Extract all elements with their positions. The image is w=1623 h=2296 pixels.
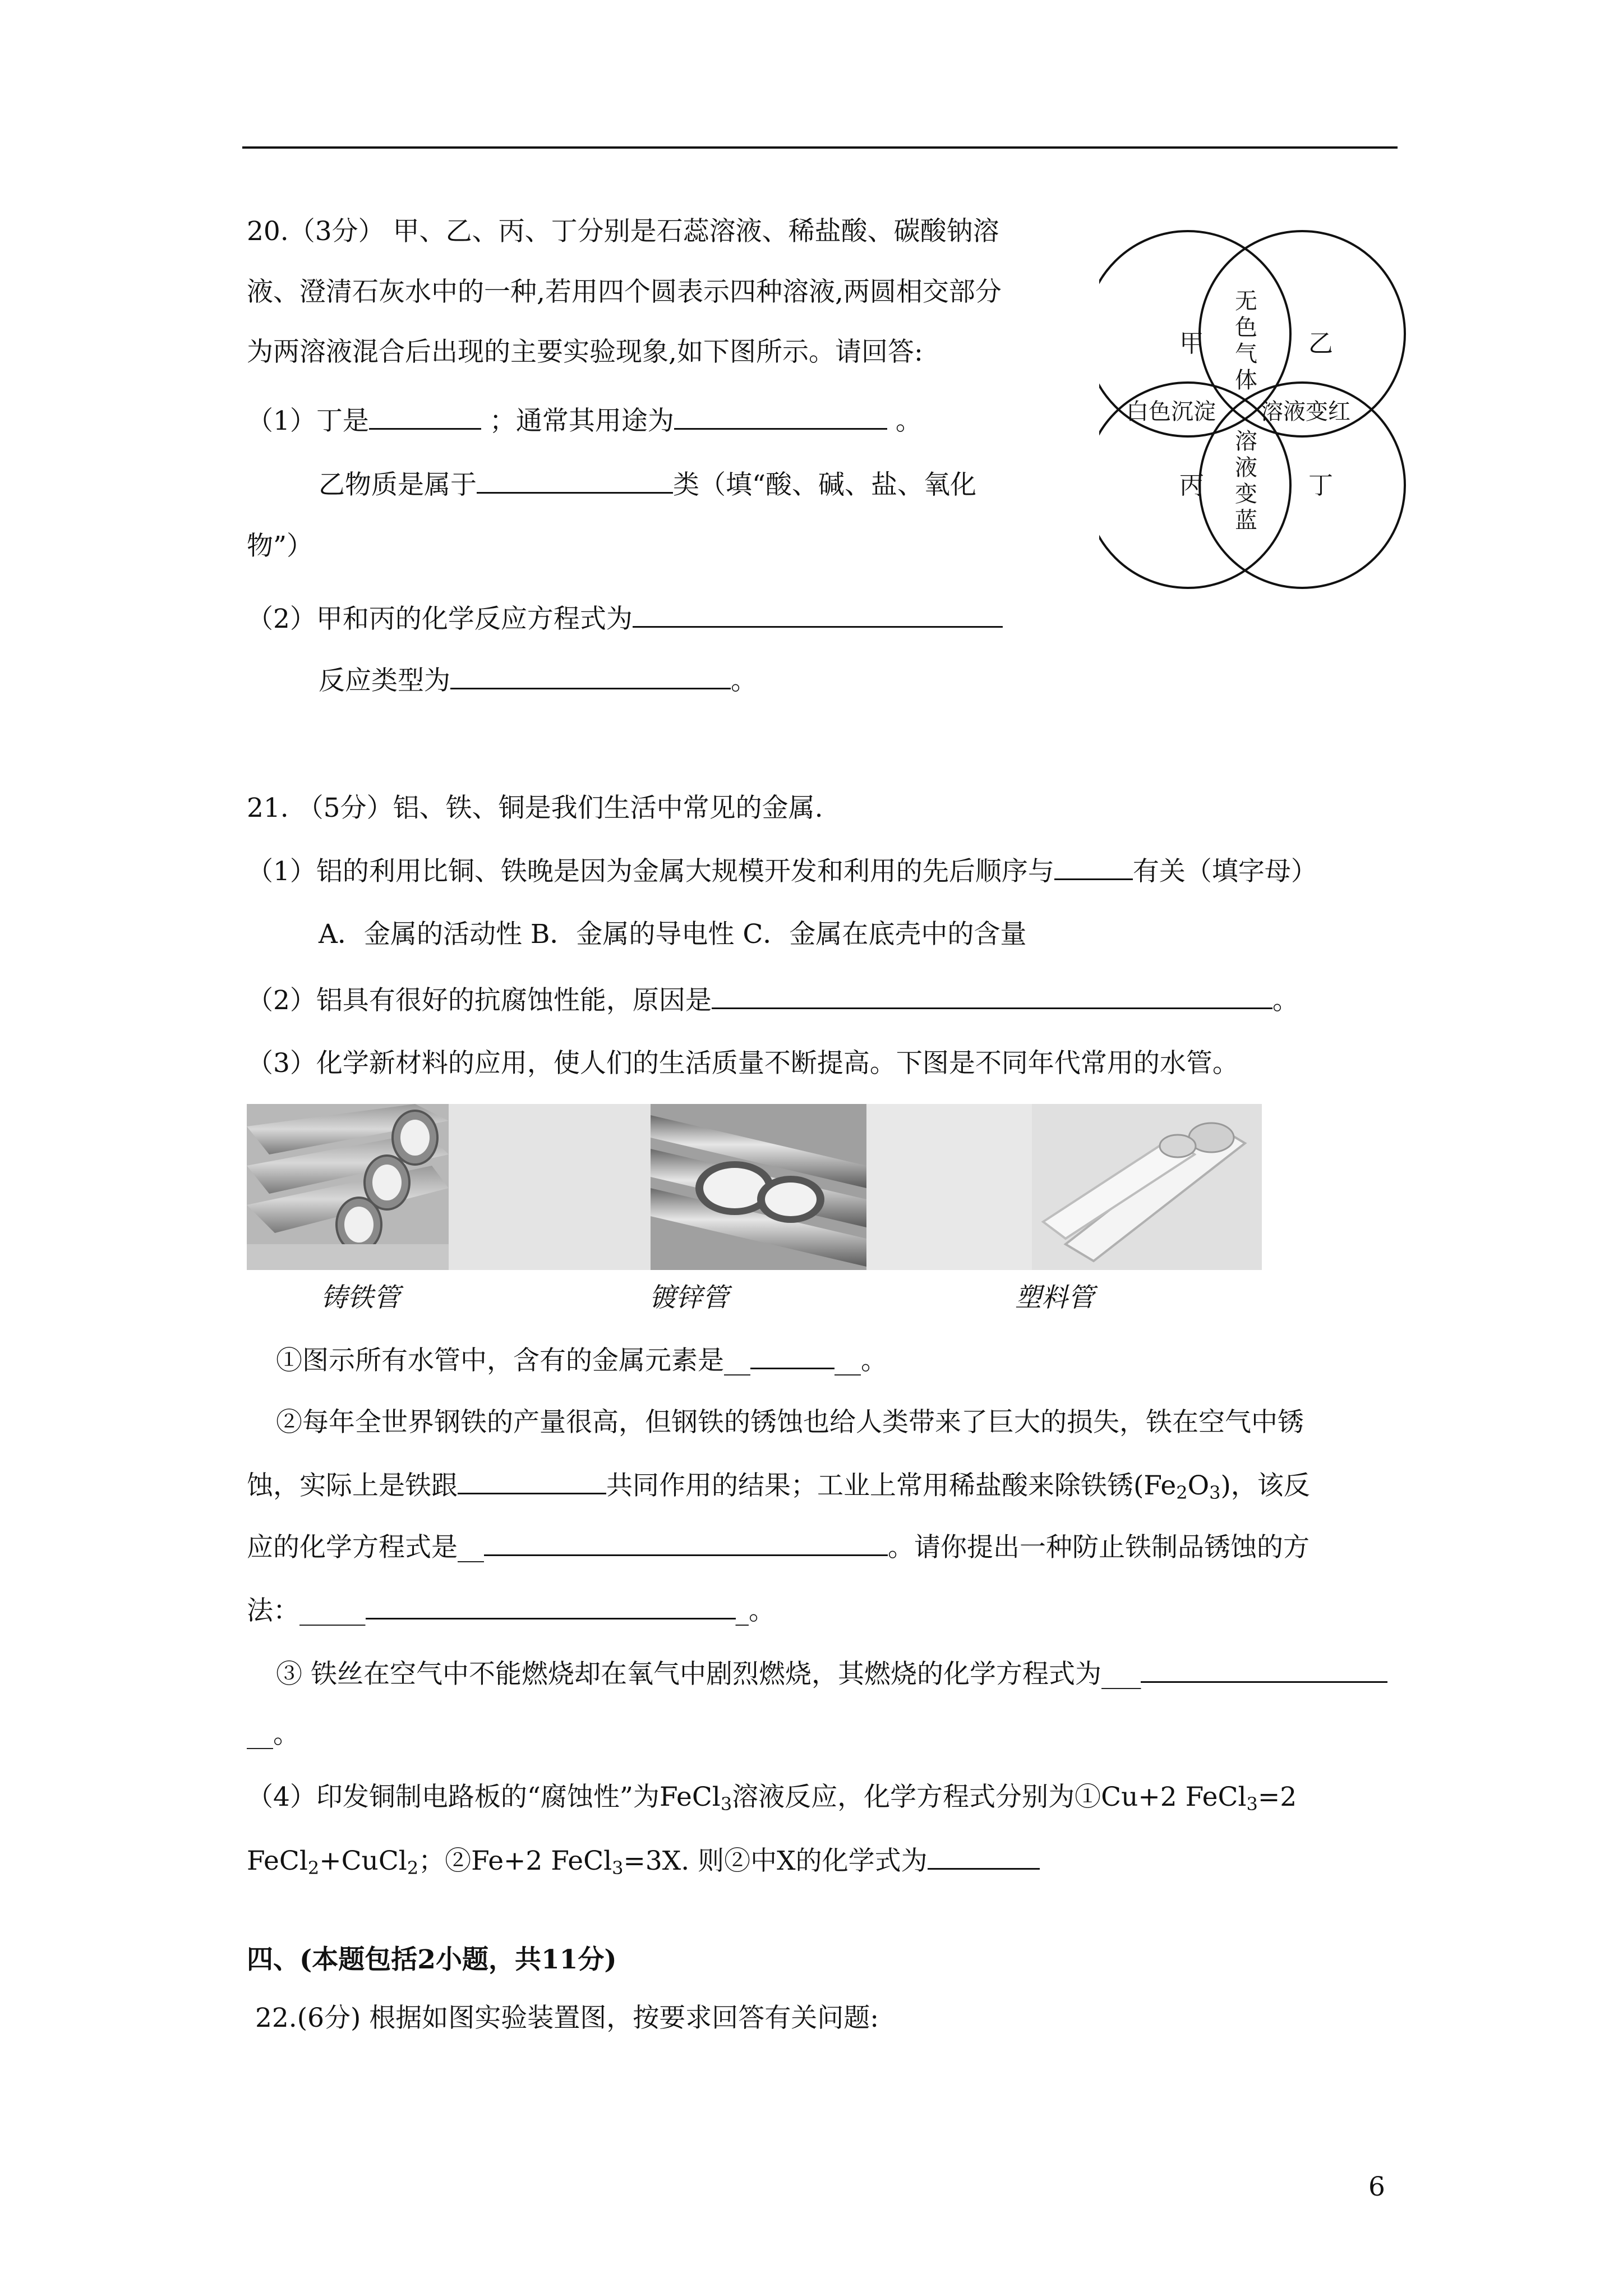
q21-p1-a: （1）铝的利用比铜、铁晚是因为金属大规模开发和利用的先后顺序与 — [247, 856, 1054, 887]
q21-part2 — [247, 983, 1299, 1018]
left-intersection-label: 白色沉淀 — [1126, 399, 1216, 425]
q21-c2-sub1: 2 — [1176, 1482, 1188, 1503]
answer-blank-ding[interactable] — [369, 403, 481, 430]
top-char-1: 无 — [1235, 288, 1257, 314]
pipe-label-cast-iron: 铸铁管 — [321, 1282, 400, 1313]
q21-p4-sub1: 3 — [720, 1793, 732, 1815]
answer-blank-letter[interactable] — [1054, 854, 1133, 880]
bottom-char-2: 液 — [1235, 455, 1257, 481]
q21-c2-b: 蚀，实际上是铁跟 — [247, 1470, 458, 1501]
q20-p2-c: 。 — [731, 665, 757, 696]
answer-blank-reaction-type[interactable] — [450, 663, 731, 689]
q21-options: A．金属的活动性 B．金属的导电性 C．金属在底壳中的含量 — [319, 919, 1027, 950]
label-yi: 乙 — [1308, 329, 1333, 358]
q21-c1 — [276, 1343, 887, 1378]
bottom-char-3: 变 — [1235, 481, 1257, 507]
q21-c2-d: O — [1187, 1470, 1210, 1501]
top-char-4: 体 — [1235, 367, 1257, 393]
q20-p1-a: （1）丁是 — [247, 406, 369, 436]
bottom-char-4: 蓝 — [1235, 508, 1257, 533]
q21-c2-f: 应的化学方程式是__ — [247, 1532, 484, 1563]
label-ding: 丁 — [1308, 471, 1333, 500]
answer-blank-rust-factors[interactable] — [458, 1468, 606, 1494]
q22-text: 22.(6分) 根据如图实验装置图，按要求回答有关问题: — [255, 2003, 879, 2033]
label-bing: 丙 — [1179, 471, 1204, 500]
answer-blank-metal-elements[interactable] — [750, 1343, 834, 1369]
q21-c2-g: 。请你提出一种防止铁制品锈蚀的方 — [888, 1532, 1310, 1563]
q21-part4-line2 — [247, 1843, 1040, 1885]
top-char-3: 气 — [1235, 341, 1257, 367]
q21-c3-a: ③ 铁丝在空气中不能燃烧却在氧气中剧烈燃烧，其燃烧的化学方程式为___ — [276, 1659, 1141, 1690]
answer-blank-rust-equation[interactable] — [484, 1530, 888, 1556]
q20-p2-b: 反应类型为 — [319, 665, 450, 696]
cast-iron-pipe-image — [247, 1104, 449, 1270]
answer-blank-combustion-equation[interactable] — [1141, 1657, 1387, 1683]
q21-c2-c: 共同作用的结果；工业上常用稀盐酸来除铁锈(Fe — [606, 1470, 1177, 1501]
label-jia: 甲 — [1179, 329, 1204, 358]
q20-p1-e: 类（填“酸、碱、盐、氧化 — [673, 470, 977, 500]
page-number: 6 — [1368, 2171, 1385, 2202]
q21-p4-e: +CuCl — [319, 1846, 407, 1876]
answer-blank-x-formula[interactable] — [928, 1843, 1040, 1870]
q20-p1-d: 乙物质是属于 — [319, 470, 477, 500]
q20-part2-line2 — [319, 663, 757, 698]
pipe-gap-2 — [866, 1104, 1032, 1270]
q21-c2-e: )，该反 — [1220, 1470, 1310, 1501]
q21-p4-d: FeCl — [247, 1846, 308, 1876]
q20-p1-f: 物”） — [247, 531, 313, 562]
q21-p4-sub2: 3 — [1246, 1793, 1258, 1815]
q20-line2: 液、澄清石灰水中的一种,若用四个圆表示四种溶液,两圆相交部分 — [247, 277, 1002, 307]
q21-c2-line3 — [247, 1530, 1310, 1565]
q21-p4-sub3: 2 — [307, 1857, 320, 1879]
q21-part4-line1 — [247, 1780, 1297, 1821]
q21-c3-line1 — [276, 1657, 1387, 1691]
q21-p2-a: （2）铝具有很好的抗腐蚀性能，原因是 — [247, 985, 712, 1016]
q21-part3: （3）化学新材料的应用，使人们的生活质量不断提高。下图是不同年代常用的水管。 — [247, 1048, 1239, 1079]
pipe-gap-1 — [449, 1104, 651, 1270]
q21-p4-f: ；②Fe+2 FeCl — [418, 1846, 612, 1876]
q21-p4-c: =2 — [1257, 1782, 1297, 1812]
top-char-2: 色 — [1235, 315, 1257, 341]
q21-p1-b: 有关（填字母） — [1132, 856, 1317, 887]
q21-c2-i: _。 — [735, 1595, 775, 1626]
header-rule — [242, 146, 1398, 149]
q20-line1: 20.（3分） 甲、乙、丙、丁分别是石蕊溶液、稀盐酸、碳酸钠溶 — [247, 216, 999, 247]
q21-c1-b: __。 — [834, 1345, 887, 1376]
q21-c2-sub2: 3 — [1209, 1482, 1221, 1503]
q20-line3: 为两溶液混合后出现的主要实验现象,如下图所示。请回答: — [247, 337, 923, 367]
q21-p4-a: （4）印发铜制电路板的“腐蚀性”为FeCl — [247, 1782, 721, 1812]
q21-p4-b: 溶液反应，化学方程式分别为①Cu+2 FeCl — [732, 1782, 1247, 1812]
q20-p2-a: （2）甲和丙的化学反应方程式为 — [247, 604, 633, 634]
pipe-label-plastic: 塑料管 — [1015, 1282, 1094, 1313]
q21-p4-sub5: 3 — [612, 1857, 624, 1879]
venn-diagram — [1099, 219, 1413, 611]
q21-c2-line2 — [247, 1468, 1310, 1510]
q21-c1-a: ①图示所有水管中，含有的金属元素是__ — [276, 1345, 750, 1376]
bottom-char-1: 溶 — [1235, 429, 1257, 454]
q21-p4-g: =3X. 则②中X的化学式为 — [623, 1846, 928, 1876]
plastic-pipe-image — [1032, 1104, 1262, 1270]
answer-blank-equation[interactable] — [633, 601, 1003, 628]
q20-p1-c: 。 — [895, 406, 922, 436]
q21-c2-h: 法：_____ — [247, 1595, 366, 1626]
pipe-photos — [247, 1104, 1262, 1270]
q20-part2-line1 — [247, 601, 1003, 636]
q20-p1-b: ；通常其用途为 — [489, 406, 674, 436]
q20-part1-line1 — [247, 403, 922, 438]
q21-c3-b: __。 — [247, 1719, 299, 1750]
answer-blank-use[interactable] — [674, 403, 887, 430]
q21-part1 — [247, 854, 1317, 889]
q21-p2-b: 。 — [1272, 985, 1299, 1016]
q21-c2-line1: ②每年全世界钢铁的产量很高，但钢铁的锈蚀也给人类带来了巨大的损失，铁在空气中锈 — [276, 1407, 1304, 1438]
section4-title: 四、(本题包括2小题，共11分) — [247, 1944, 617, 1975]
right-intersection-label: 溶液变红 — [1261, 399, 1350, 425]
galvanized-pipe-image — [651, 1104, 866, 1270]
answer-blank-category[interactable] — [477, 467, 673, 494]
q21-title: 21. （5分）铝、铁、铜是我们生活中常见的金属. — [247, 793, 823, 823]
pipe-label-galvanized: 镀锌管 — [649, 1282, 728, 1313]
answer-blank-prevent-rust[interactable] — [366, 1593, 736, 1619]
q21-p4-sub4: 2 — [407, 1857, 419, 1879]
answer-blank-corrosion-reason[interactable] — [712, 983, 1272, 1009]
q21-c2-line4 — [247, 1593, 775, 1628]
q20-part1-line2 — [319, 467, 976, 502]
